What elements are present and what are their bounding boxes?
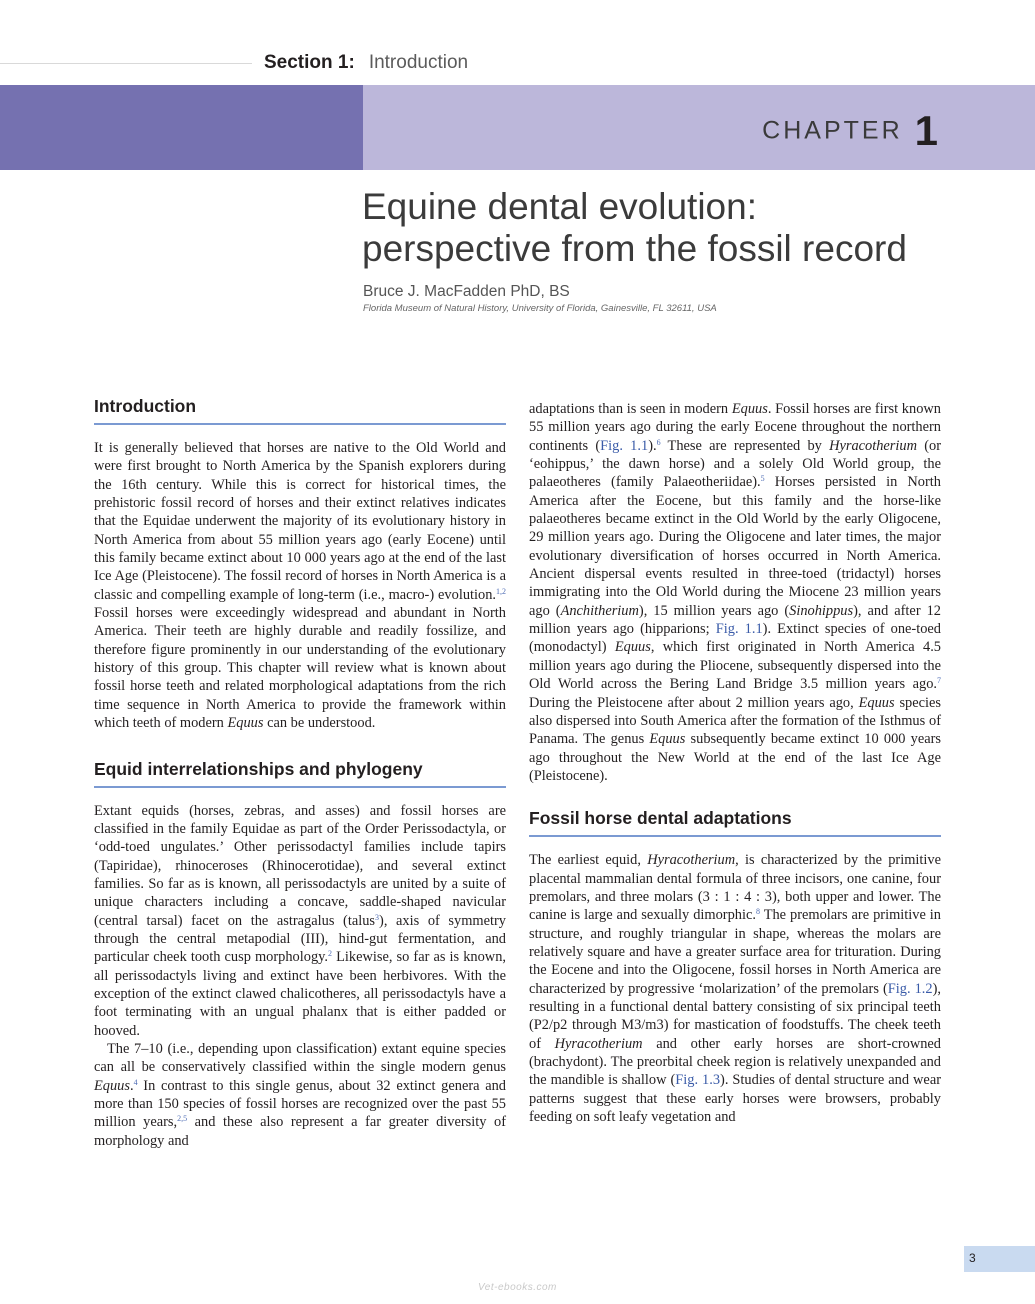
figure-link[interactable]: Fig. 1.2 [887,980,933,997]
chapter-title-line1: Equine dental evolution: [362,186,757,227]
text: (or ‘eohippus,’ the dawn horse) and a solely Old World group, the palaeotheres (family Palaeotheriidae). [529,437,941,491]
text: . [129,1077,134,1094]
text: ). Studies of dental structure and wear patterns suggest that these early horses were browsers, probably feeding on soft leafy vegetation and [529,1072,941,1126]
intro-paragraph [94,439,506,733]
chapter-title [362,186,1002,270]
text: species also dispersed into South America after the formation of the Isthmus of Panama. The genus [529,694,942,748]
right-column [529,400,941,1126]
chapter-word: CHAPTER [762,116,903,145]
genus-name: Equus [227,715,264,732]
text: During the Pleistocene after about 2 million years ago, [529,694,859,711]
text: ). Extinct species of one-toed (monodactyl) [529,621,941,656]
header-rule [0,63,252,64]
citation: 3 [375,912,380,922]
chapter-title-line2: perspective from the fossil record [362,228,907,269]
text: ), axis of symmetry through the central metapodial (III), hind-gut fermentation, and particular cheek tooth cusp morphology. [94,912,506,966]
text: The 7–10 (i.e., depending upon classification) extant equine species can all be conservatively classified within the single modern genus [94,1040,506,1076]
phylogeny-paragraph-continued [529,400,941,785]
citation: 1,2 [496,586,506,596]
genus-name: Hyracotherium [647,852,736,869]
text: subsequently became extinct 10 000 years ago throughout the New World at the end of the last Ice Age (Pleistocene). [529,731,941,784]
text: can be understood. [263,715,376,732]
heading-dental-adaptations: Fossil horse dental adaptations [529,808,941,837]
text: ), and after 12 million years ago (hipparions; [529,602,941,638]
citation: 8 [755,907,760,917]
heading-phylogeny: Equid interrelationships and phylogeny [94,759,506,788]
page-number-tab [964,1246,1035,1272]
affiliation: Florida Museum of Natural History, University of Florida, Gainesville, FL 32611, USA [363,303,717,314]
text: It is generally believed that horses are native to the Old World and were first brought to North America by the Spanish explorers during the 16th century. While this is correct for historical times, the prehistoric fossil record of horses and their extinct relatives indicates that the Equidae underwent the majority of its evolutionary history in North America from about 55 million years ago (early Eocene) until this family became extinct about 10 000 years ago at the end of the last Ice Age (Pleistocene). The fossil record of horses in North America is a classic and compelling example of long-term (i.e., macro-) evolution. [94,440,506,603]
text: Horses persisted in North America after the Eocene, but this family and the horse-like palaeotheres became extinct in the Old World by the early Oligocene, 29 million years ago. During the Oligocene and later times, the major evolutionary diversification of horses occurred in North America. Ancient dispersal events resulted in three-toed (tridactyl) horses immigrating into the Old World during the Miocene 23 million years ago ( [529,474,941,619]
citation: 6 [656,437,661,447]
section-label: Section 1: [264,52,355,73]
text: adaptations than is seen in modern [529,401,732,417]
text: , which first originated in North America 4.5 million years ago during the Pliocene, subsequently dispersed into the Old World across the Bering Land Bridge 3.5 million years ago. [529,639,941,693]
text: Extant equids (horses, zebras, and asses) and fossil horses are classified in the family Equidae as part of the Order Perissodactyla, or ‘odd-toed ungulates.’ Other perissodactyl families include tapirs (Tapiridae), rhinoceroses (Rhinocerotidae), and several extinct families. So far as is known, all perissodactyls are united by a suite of unique characters including a concave, saddle-shaped navicular (central tarsal) facet on the astragalus (talus [94,802,506,929]
citation: 2 [328,949,332,959]
text: These are represented by [660,437,830,454]
citation: 4 [133,1077,138,1087]
text: and other early horses are short-crowned (brachydont). The preorbital cheek region is relatively unexpanded and the mandible is shallow ( [529,1035,941,1089]
chapter-band-dark [0,85,363,170]
text: The premolars are primitive in structure, and roughly triangular in shape, whereas the molars are relatively square and have a greater surface area for trituration. During the Eocene and into the Oligocene, fossil horses in North America are characterized by progressive ‘molarization’ of the premolars ( [529,907,941,997]
genus-name: Anchitherium [560,602,639,619]
phylogeny-paragraph-1 [94,802,506,1040]
text: Likewise, so far as is known, all perissodactyls living and extinct have been herbivores. With the exception of the extinct clawed chalicotheres, all perissodactyls have a foot terminating with an ungual phalanx that is either padded or hooved. [94,949,506,1039]
genus-name: Hyracotherium [829,437,917,454]
text: ), 15 million years ago ( [638,602,790,619]
phylogeny-paragraph-2 [94,1040,506,1150]
genus-name: Sinohippus [789,602,854,619]
text: and these also represent a far greater diversity of morphology and [94,1114,506,1149]
dental-paragraph [529,851,941,1126]
section-name: Introduction [368,52,469,73]
author: Bruce J. MacFadden PhD, BS [363,283,570,300]
citation: 7 [937,676,941,686]
genus-name: Hyracotherium [554,1035,643,1052]
text: , is characterized by the primitive placental mammalian dental formula of three incisors, one canine, four premolars, and three molars (3 : 1 : 4 : 3), both upper and lower. The canine is large and sexually dimorphic. [529,852,941,924]
genus-name: Equus [649,731,686,748]
figure-link[interactable]: Fig. 1.1 [600,437,649,454]
text: In contrast to this single genus, about 32 extinct genera and more than 150 species of fossil horses are recognized over the past 55 million years, [94,1077,506,1131]
text: ), resulting in a functional dental battery consisting of six principal teeth (P2/p2 through M3/m3) for mastication of foodstuffs. The cheek teeth of [529,980,941,1052]
text: Fossil horses were exceedingly widespread and abundant in North America. Their teeth are highly durable and readily fossilize, and therefore figure prominently in our understanding of the evolutionary history of this group. This chapter will review what is known about fossil horse teeth and related morphological adaptations from the rich time sequence in North America to provide the framework within which teeth of modern [94,605,506,732]
genus-name: Equus [94,1077,130,1094]
genus-name: Equus [614,639,651,656]
section-header [264,52,468,74]
citation: 5 [760,474,765,484]
genus-name: Equus [731,401,768,417]
heading-introduction: Introduction [94,396,506,425]
genus-name: Equus [858,694,895,711]
figure-link[interactable]: Fig. 1.3 [675,1072,721,1089]
citation: 2,5 [177,1114,188,1124]
page-number: 3 [969,1251,976,1265]
text: The earliest equid, [529,852,648,869]
chapter-number: 1 [914,107,938,154]
left-column [94,396,506,1150]
text: ). [648,437,657,454]
figure-link[interactable]: Fig. 1.1 [715,621,763,638]
text: . Fossil horses are first known 55 million years ago during the early Eocene throughout the northern continents ( [529,401,941,454]
chapter-label [762,107,938,155]
watermark: Vet-ebooks.com [478,1282,557,1293]
